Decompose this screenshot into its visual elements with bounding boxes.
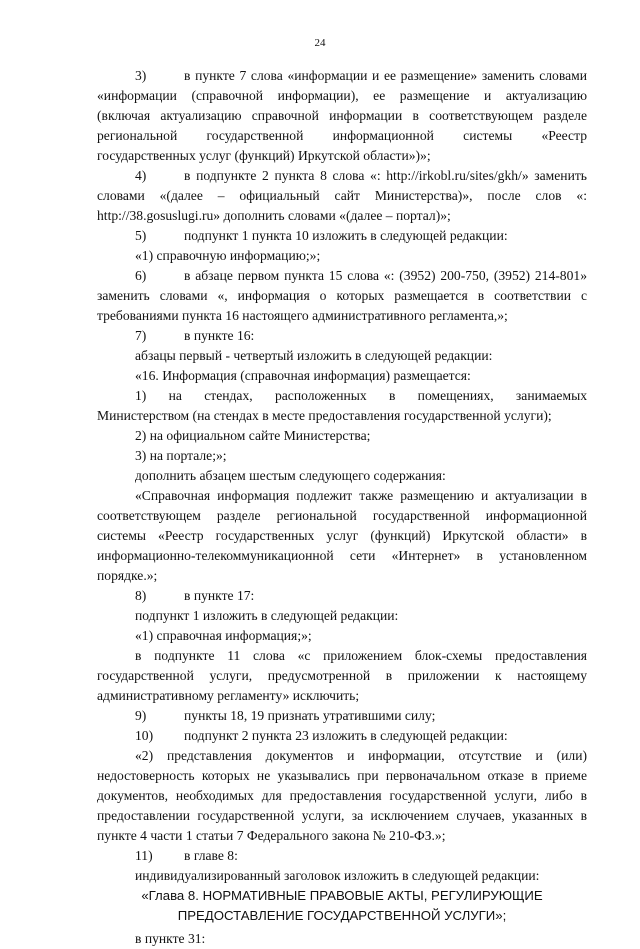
paragraph-line: дополнить абзацем шестым следующего содержания: [135, 468, 446, 483]
paragraph-line: требованиями пункта 16 настоящего административного регламента,»; [97, 308, 508, 323]
item-number: 11) [135, 848, 153, 863]
paragraph-line: словами «(далее – официальный сайт Министерства)», после слов «: [97, 188, 587, 203]
item-number: 7) [135, 328, 147, 343]
paragraph-line: подпункт 2 пункта 23 изложить в следующей редакции: [184, 728, 508, 743]
paragraph-line: в подпункте 11 слова «с приложением блок-схемы предоставления [135, 648, 587, 663]
paragraph-line: «1) справочную информацию;»; [135, 248, 321, 263]
paragraph-line: (включая актуализацию справочной информации в соответствующем разделе [97, 108, 587, 123]
paragraph-line: Министерством (на стендах в месте предоставления государственной услуги); [97, 408, 552, 423]
paragraph-line: подпункт 1 изложить в следующей редакции: [135, 608, 399, 623]
paragraph-line: в пункте 16: [184, 328, 255, 343]
paragraph-line: информационно-телекоммуникационной сети «Интернет» в установленном [97, 548, 587, 563]
paragraph-line: региональной государственной информационной системы «Реестр [97, 128, 587, 143]
item-number: 3) [135, 68, 147, 83]
paragraph-line: документов, необходимых для предоставления государственной услуги, либо в [97, 788, 587, 803]
paragraph-line: пункты 18, 19 признать утратившими силу; [184, 708, 436, 723]
paragraph-line: 3) на портале;»; [135, 448, 227, 463]
paragraph-line: 2) на официальном сайте Министерства; [135, 428, 371, 443]
paragraph-line: государственной услуги, предусмотренной в приложении к настоящему [97, 668, 587, 683]
paragraph-line: абзацы первый - четвертый изложить в следующей редакции: [135, 348, 493, 363]
page-number: 24 [314, 37, 326, 49]
paragraph-line: в пункте 31: [135, 931, 206, 946]
paragraph-line: недостоверность которых не указывались при первоначальном отказе в приеме [97, 768, 587, 783]
paragraph-line: пункте 4 части 1 статьи 7 Федерального закона № 210-ФЗ.»; [97, 828, 446, 843]
paragraph-line: в абзаце первом пункта 15 слова «: (3952) 200-750, (3952) 214-801» [184, 268, 587, 283]
item-number: 5) [135, 228, 147, 243]
paragraph-line: порядке.»; [97, 568, 158, 583]
paragraph-line: в главе 8: [184, 848, 238, 863]
paragraph-line: соответствующем разделе региональной государственной информационной [97, 508, 587, 523]
paragraph-line: системы «Реестр государственных услуг (функций) Иркутской области» в [97, 528, 587, 543]
item-number: 10) [135, 728, 154, 743]
paragraph-line: заменить словами «, информация о которых размещается в соответствии с [97, 288, 587, 303]
item-number: 4) [135, 168, 147, 183]
paragraph-line: «1) справочная информация;»; [135, 628, 312, 643]
paragraph-line: «Справочная информация подлежит также размещению и актуализации в [135, 488, 587, 503]
heading-line: «Глава 8. НОРМАТИВНЫЕ ПРАВОВЫЕ АКТЫ, РЕГУЛИРУЮЩИЕ [141, 888, 543, 903]
paragraph-line: в подпункте 2 пункта 8 слова «: http://irkobl.ru/sites/gkh/» заменить [184, 168, 587, 183]
paragraph-line: http://38.gosuslugi.ru» дополнить словами «(далее – портал)»; [97, 208, 451, 223]
paragraph-line: «16. Информация (справочная информация) размещается: [135, 368, 471, 383]
paragraph-line: индивидуализированный заголовок изложить в следующей редакции: [135, 868, 540, 883]
paragraph-line: административному регламенту» исключить; [97, 688, 360, 703]
paragraph-line: в пункте 17: [184, 588, 255, 603]
paragraph-line: 1) на стендах, расположенных в помещениях, занимаемых [135, 388, 587, 403]
paragraph-line: «информации (справочной информации), ее размещение и актуализацию [97, 88, 587, 103]
paragraph-line: предоставлении государственной услуги, за исключением случаев, указанных в [97, 808, 587, 823]
paragraph-line: государственных услуг (функций) Иркутской области»)»; [97, 148, 431, 163]
paragraph-line: «2) представления документов и информации, отсутствие и (или) [135, 748, 587, 763]
item-number: 9) [135, 708, 147, 723]
paragraph-line: в пункте 7 слова «информации и ее размещение» заменить словами [184, 68, 587, 83]
item-number: 6) [135, 268, 147, 283]
paragraph-line: подпункт 1 пункта 10 изложить в следующей редакции: [184, 228, 508, 243]
item-number: 8) [135, 588, 147, 603]
heading-line: ПРЕДОСТАВЛЕНИЕ ГОСУДАРСТВЕННОЙ УСЛУГИ»; [177, 908, 507, 923]
